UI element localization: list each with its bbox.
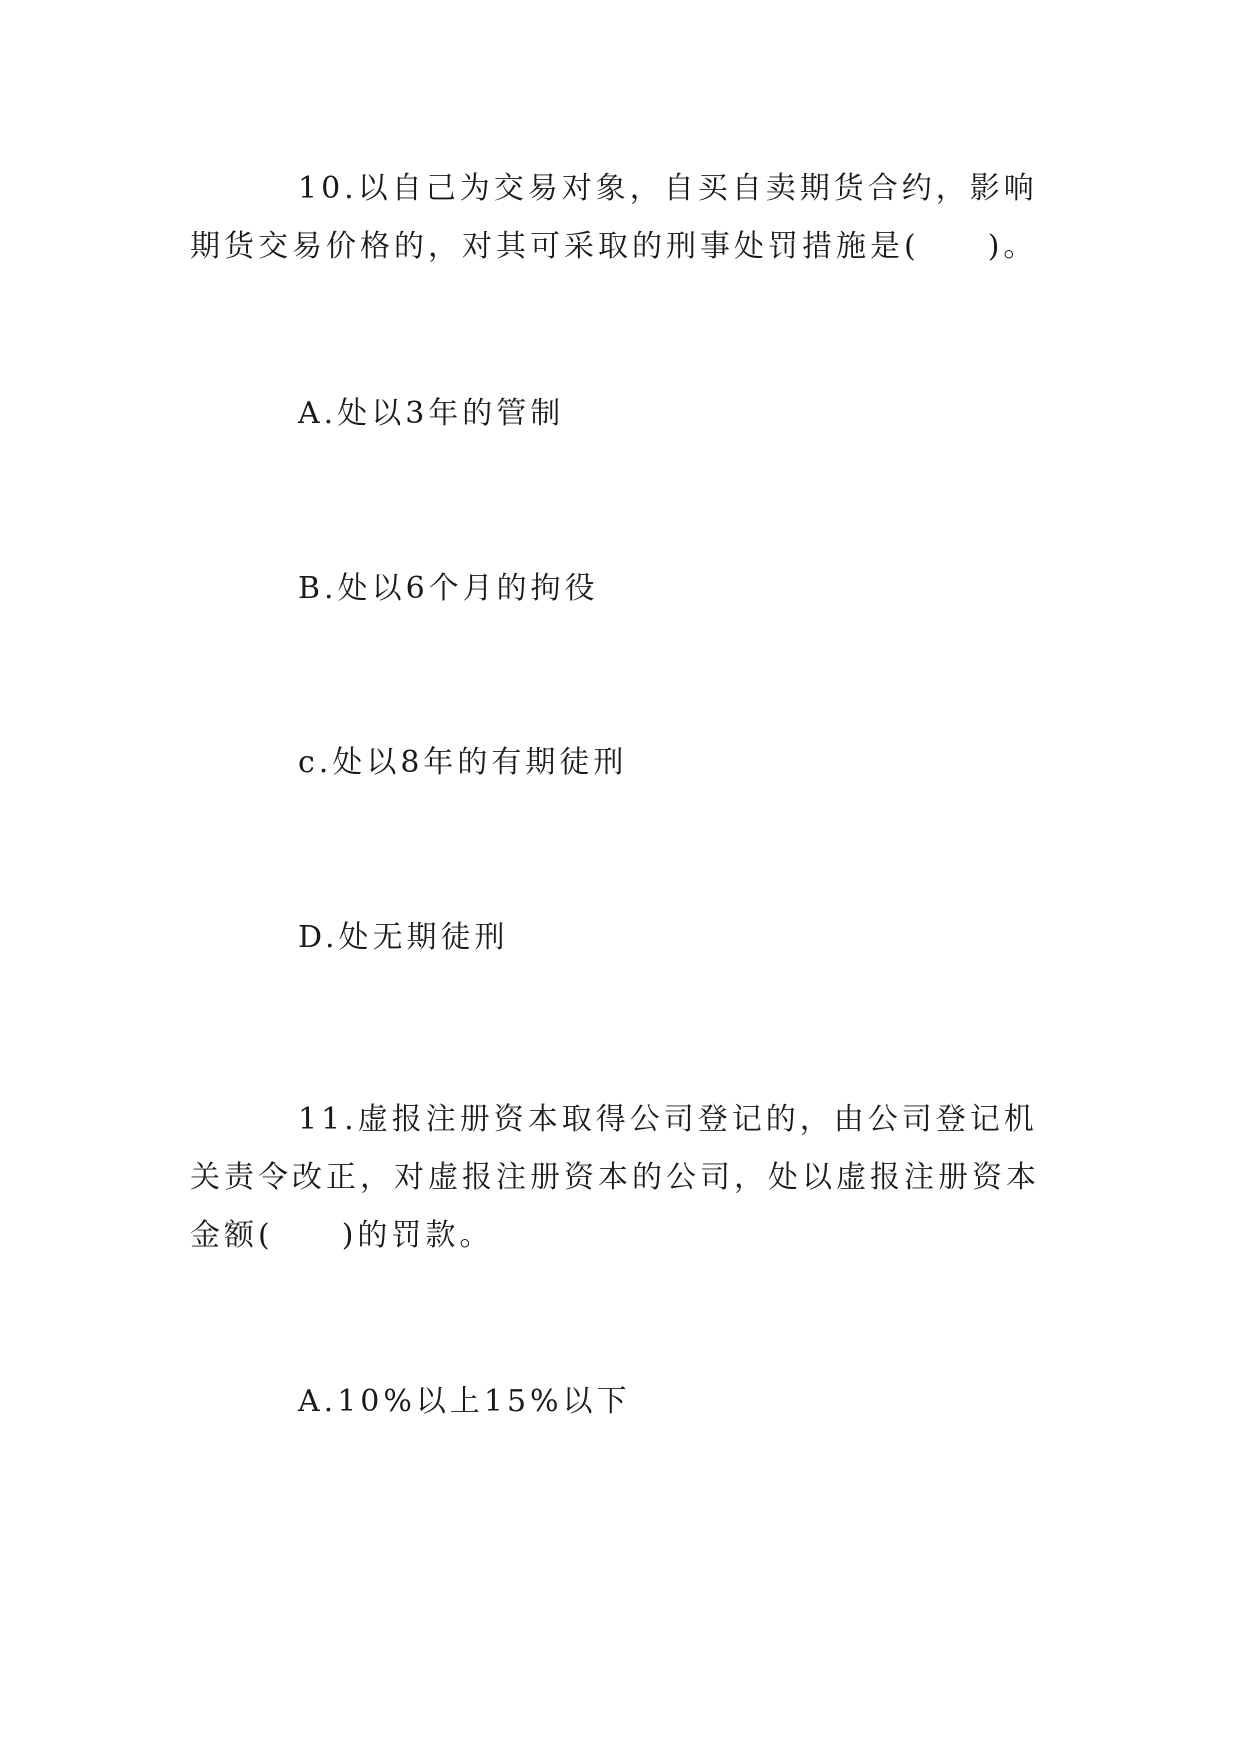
question-10-option-a: A.处以3年的管制 [298, 396, 565, 431]
question-10-option-c: c.处以8年的有期徒刑 [298, 745, 628, 780]
question-11-stem: 11.虚报注册资本取得公司登记的，由公司登记机关责令改正，对虚报注册资本的公司，处以虚报注册资本金额( )的罚款。 [190, 1102, 1040, 1253]
question-10-option-d: D.处无期徒刑 [298, 920, 509, 955]
question-10-stem: 10.以自己为交易对象，自买自卖期货合约，影响期货交易价格的，对其可采取的刑事处罚措施是( )。 [190, 171, 1038, 264]
question-10-option-b: B.处以6个月的拘役 [298, 571, 599, 606]
question-11-option-a: A.10%以上15%以下 [298, 1384, 631, 1419]
